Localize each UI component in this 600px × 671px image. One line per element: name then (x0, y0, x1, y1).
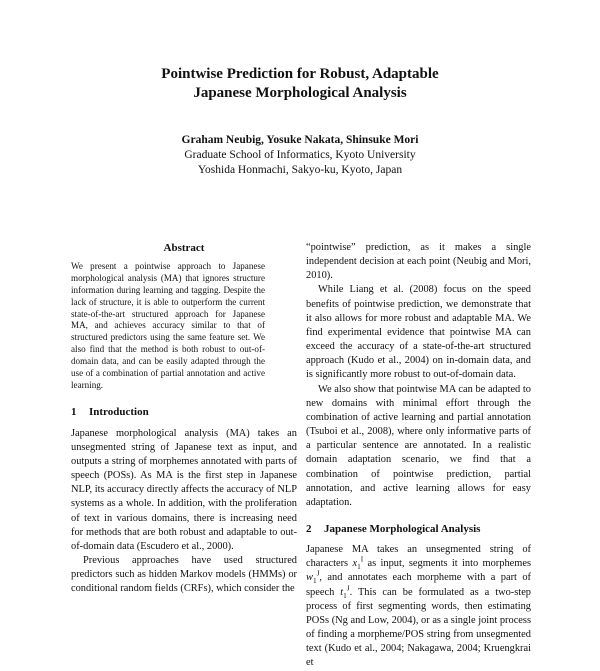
right-paragraph-0: “pointwise” prediction, as it makes a single independent decision at each point (Neubig and Mori, 2010). (306, 242, 531, 282)
var-t: t (340, 586, 344, 598)
section-1-paragraph-2: Previous approaches have used structured predictors such as hidden Markov models (HMMs) or conditional random fields (CRFs), which consider the (71, 555, 297, 595)
section-1-title: Introduction (89, 406, 149, 419)
var-t-sup: J (346, 584, 350, 593)
author-block (0, 133, 600, 178)
var-w-sup: J (316, 569, 320, 578)
var-x-sub: 1 (357, 563, 361, 572)
title-line-2: Japanese Morphological Analysis (193, 85, 407, 101)
section-1-number: 1 (71, 406, 77, 419)
section-2-title: Japanese Morphological Analysis (324, 522, 481, 535)
section-1-paragraph-1: Japanese morphological analysis (MA) takes an unsegmented string of Japanese text as input, and outputs a string of morphemes annotated with parts of speech (POSs). As MA is the first step in Japanese NLP, its accuracy directly affects the accuracy of NLP systems as a whole. In addition, with the proliferation of text in various domains, there is increasing need for methods that are both robust and adaptable to out-of-domain data (Escudero et al., 2000). (71, 427, 297, 552)
author-names: Graham Neubig, Yosuke Nakata, Shinsuke Mori (181, 134, 419, 146)
author-affiliation: Graduate School of Informatics, Kyoto University (184, 149, 416, 161)
var-w-sub: 1 (312, 577, 317, 586)
s2-text-d: . This can be formulated as a two-step process of first segmenting words, then estimating POSs (Ng and Low, 2004), or as a single joint process of finding a morpheme/POS string from unsegmented text (Kudo et al., 2004; Nakagawa, 2004; Kruengkrai et (306, 586, 532, 669)
author-address: Yoshida Honmachi, Sakyo-ku, Kyoto, Japan (197, 164, 403, 176)
section-2-heading (306, 522, 531, 536)
s2-text-b: as input, segments it into morphemes (363, 558, 531, 570)
right-paragraph-2: We also show that pointwise MA can be adapted to new domains with minimal effort through the combination of active learning and partial annotation (Tsuboi et al., 2008), where only informative parts of a particular sentence are annotated. In a realistic domain adaptation scenario, we find that a combination of pointwise prediction, partial annotation, and active learning allows for easy adaptation. (306, 383, 531, 508)
var-x: x (352, 558, 358, 570)
right-column (306, 241, 531, 671)
section-1-heading (71, 405, 297, 419)
section-2-number: 2 (306, 522, 312, 535)
paper-title (0, 65, 600, 103)
abstract-heading: Abstract (163, 242, 205, 254)
left-column (71, 241, 297, 596)
s2-text-c: , and annotates each morpheme with a part of speech (306, 572, 531, 598)
right-paragraph-1: While Liang et al. (2008) focus on the speed benefits of pointwise prediction, we demonstrate that it also allows for more robust and adaptable MA. We find experimental evidence that pointwise MA can exceed the accuracy of a state-of-the-art structured approach (Kudo et al., 2004) on in-domain data, and is significantly more robust to out-of-domain data. (306, 284, 531, 381)
section-2-paragraph (306, 543, 531, 670)
var-w: w (306, 572, 313, 584)
var-t-sub: 1 (343, 591, 347, 600)
abstract-text: We present a pointwise approach to Japanese morphological analysis (MA) that ignores structure information during learning and tagging. Despite the lack of structure, it is able to outperform the current state-of-the-art structured approach for Japanese MA, and achieves accuracy similar to that of structured predictors using the same feature set. We also find that the method is both robust to out-of-domain data, and can be easily adapted through the use of a combination of partial annotation and active learning. (71, 261, 265, 390)
s2-text-a: Japanese MA takes an unsegmented string of characters (306, 544, 531, 570)
var-x-sup: I (360, 555, 364, 564)
title-line-1: Pointwise Prediction for Robust, Adaptable (161, 66, 439, 82)
